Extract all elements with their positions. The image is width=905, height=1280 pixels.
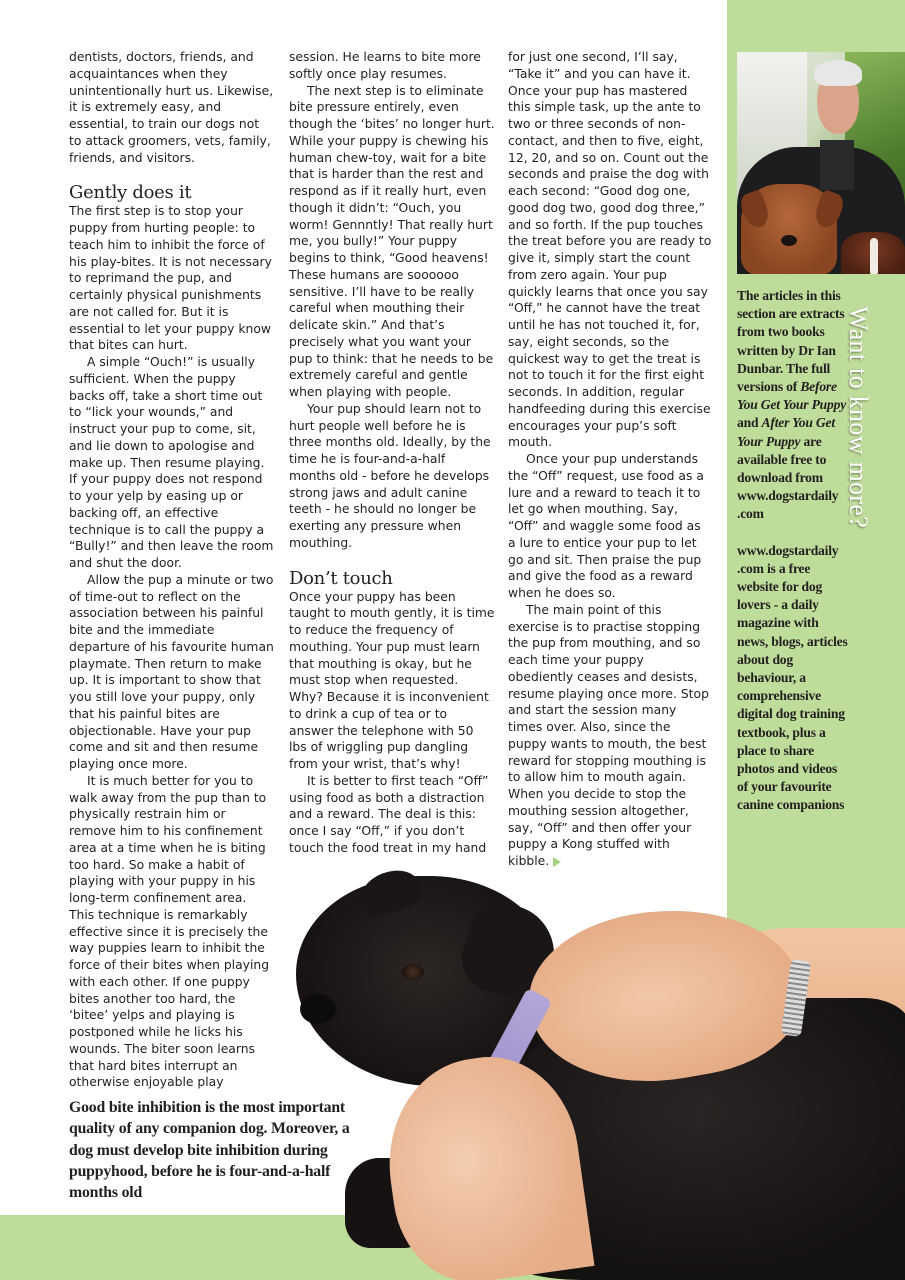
sidebar-vertical-title	[838, 288, 878, 546]
section-heading-dont-touch: Don’t touch	[289, 567, 393, 589]
article-column-1	[69, 49, 275, 1091]
paragraph: for just one second, I’ll say, “Take it” and you can have it. Once your pup has mastered this simple task, up the ante to two or three seconds of non-contact, and then to five, eight, 12, 20, and so on. Count out the seconds and praise the dog with each second: “Good dog one, good dog two, good dog three,” and so forth. If the pup touches the treat before you are ready to give it, simply start the count from zero again. Your pup quickly learns that once you say “Off,” he cannot have the treat until he has not touched it, for, say, eight seconds, so the quickest way to get the treat is not to touch it for the first eight seconds. In addition, regular handfeeding during this exercise encourages your pup’s soft mouth.	[508, 50, 712, 450]
book-title: After You Get Your Puppy	[737, 415, 835, 449]
puppy-photo	[290, 868, 905, 1280]
paragraph: Allow the pup a minute or two of time-out to reflect on the association between his painful bite and the immediate departure of his favourite human playmate. Then return to make up. It is important to show that you still love your puppy, only that his painful bites are objectionable. Have your pup come and sit and then resume playing once more.	[69, 572, 274, 771]
paragraph-text: The main point of this exercise is to practise stopping the pup from mouthing, and so each time your puppy obediently ceases and desists, resume playing once more. Stop and start the session many times over. Also, since the puppy wants to mouth, the best reward for stopping mouthing is to allow him to mouth again. When you decide to stop the mouthing session altogether, say, “Off” and then offer your puppy a Kong stuffed with kibble.	[508, 602, 709, 868]
paragraph: It is much better for you to walk away from the pup than to physically restrain him or remove him to his confinement area at a time when he is biting too hard. So make a habit of playing with your puppy in his long-term confinement area. This technique is remarkably effective since it is precisely the way puppies learn to inhibit the force of their bites when playing with each other. If one puppy bites another too hard, the ‘bitee’ yelps and playing is postponed while he licks his wounds. The biter soon learns that hard bites interrupt an otherwise enjoyable play	[69, 773, 270, 1090]
sidebar-text-span: and	[737, 415, 762, 431]
sidebar-paragraph-books	[737, 287, 849, 524]
pull-quote: Good bite inhibition is the most important quality of any companion dog. Moreover, a dog must develop bite inhibition during puppyhood, before he is four-and-a-half months old	[69, 1099, 350, 1202]
paragraph: session. He learns to bite more softly once play resumes.	[289, 50, 481, 81]
paragraph: Your pup should learn not to hurt people well before he is three months old. Ideally, by the time he is four-and-a-half months old - before he develops strong jaws and adult canine teeth - he should no longer be exerting any pressure when mouthing.	[289, 401, 491, 550]
photo-puppy-eye	[402, 964, 424, 980]
article-column-3	[508, 49, 712, 870]
photo-puppy-nose	[300, 994, 336, 1024]
photo-neck	[820, 140, 854, 190]
author-photo	[737, 52, 905, 274]
photo-hair	[814, 60, 862, 86]
article-column-2	[289, 49, 495, 857]
paragraph: The next step is to eliminate bite pressure entirely, even though the ‘bites’ no longer hurt. While your puppy is chewing his human chew-toy, wait for a bite that is harder than the rest and respond as if it really hurt, even though it didn’t: “Ouch, you worm! Gennntly! That really hurt me, you bully!” Your puppy begins to think, “Good heavens! These humans are soooooo sensitive. I’ll have to be really careful when mouthing their delicate skin.” And that’s precisely what you want your pup to think: that he needs to be extremely careful and gentle when playing with people.	[289, 83, 495, 399]
paragraph: The first step is to stop your puppy from hurting people: to teach him to inhibit the force of his play-bites. It is not necessary to reprimand the pup, and certainly physical punishments are not called for. But it is essential to let your puppy know that bites can hurt.	[69, 204, 272, 353]
paragraph: Once your pup understands the “Off” request, use food as a lure and a reward to teach it to let go when mouthing. Say, “Off” and waggle some food as a lure to entice your pup to let go and sit. Then praise the pup and give the food as a reward when he does so.	[508, 452, 704, 600]
section-heading-gently-does-it: Gently does it	[69, 182, 192, 204]
photo-dog-nose	[781, 235, 797, 246]
sidebar-text-span: are available free to download from www.dogstardaily .com	[737, 433, 839, 522]
triangle-right-icon	[553, 857, 561, 867]
paragraph	[508, 602, 712, 870]
paragraph: dentists, doctors, friends, and acquaintances when they unintentionally hurt us. Likewise, it is extremely easy, and essential, to train our dogs not to attack groomers, vets, family, friends, and visitors.	[69, 50, 274, 165]
sidebar-paragraph-website: www.dogstardaily .com is a free website for dog lovers - a daily magazine with news, blogs, articles about dog behaviour, a comprehensive digital dog training textbook, plus a place to share photos and videos of your favourite canine companions	[737, 542, 848, 813]
paragraph: It is better to first teach “Off” using food as both a distraction and a reward. The deal is this: once I say “Off,” if you don’t touch the food treat in my hand	[289, 773, 489, 855]
paragraph: A simple “Ouch!” is usually sufficient. When the puppy backs off, take a short time out to “lick your wounds,” and instruct your pup to come, sit, and lie down to apologise and make up. Then resume playing. If your puppy does not respond to your yelp by easing up or backing off, an effective technique is to call the puppy a “Bully!” and then leave the room and shut the door.	[69, 355, 274, 570]
paragraph: Once your puppy has been taught to mouth gently, it is time to reduce the frequency of mouthing. Your pup must learn that mouthing is okay, but he must stop when requested. Why? Because it is inconvenient to drink a cup of tea or to answer the telephone with 50 lbs of wriggling pup dangling from your wrist, that’s why!	[289, 589, 495, 771]
sidebar-text-span: The articles in this section are extracts from two books written by Dr Ian Dunbar. The full versions of	[737, 288, 845, 395]
book-title: Before You Get Your Puppy	[737, 379, 847, 413]
vertical-title-text: Want to know more?	[844, 305, 873, 529]
photo-dog-blaze	[870, 238, 878, 274]
sidebar-text	[737, 287, 849, 833]
